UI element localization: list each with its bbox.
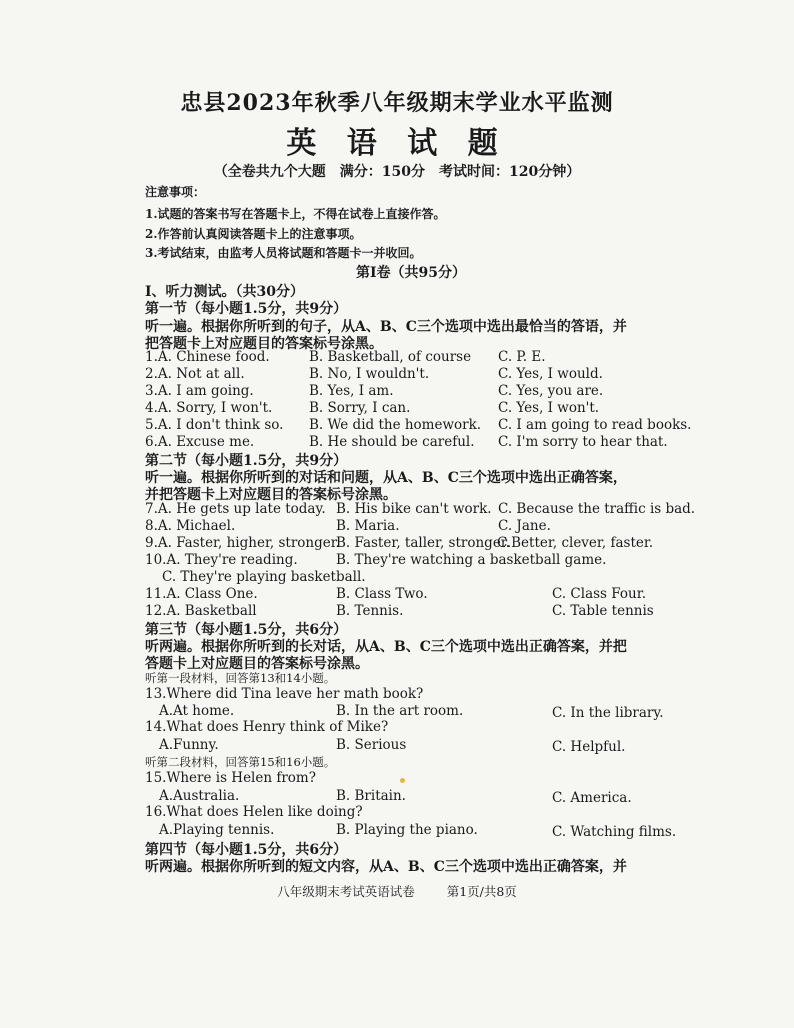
option-c: C. Watching films. <box>552 824 677 840</box>
note-item: 3.考试结束，由监考人员将试题和答题卡一并收回。 <box>145 246 422 260</box>
option-b: B. Class Two. <box>336 586 428 602</box>
section-instruction: 听两遍。根据你所听到的短文内容，从A、B、C三个选项中选出正确答案，并 <box>145 859 627 875</box>
question-stem: 13.Where did Tina leave her math book? <box>145 686 424 702</box>
option-a: 6.A. Excuse me. <box>145 434 255 450</box>
section-heading: 第二节（每小题1.5分，共9分） <box>145 453 348 469</box>
option-c: C. Yes, you are. <box>498 383 604 399</box>
note-item: 1.试题的答案书写在答题卡上，不得在试卷上直接作答。 <box>145 207 446 221</box>
option-a: A.Playing tennis. <box>159 822 275 838</box>
option-c: C.Better, clever, faster. <box>497 535 654 551</box>
option-b: B. Maria. <box>336 518 400 534</box>
option-c: C. In the library. <box>552 705 664 721</box>
option-b: B. No, I wouldn't. <box>309 366 430 382</box>
option-c: C. Class Four. <box>552 586 646 602</box>
footer-exam-name: 八年级期末考试英语试卷 <box>277 884 415 899</box>
option-b: B. They're watching a basketball game. <box>336 552 607 568</box>
option-a: A.Australia. <box>159 788 240 804</box>
material-note: 听第二段材料，回答第15和16小题。 <box>145 755 336 769</box>
section-heading: 第三节（每小题1.5分，共6分） <box>145 622 348 638</box>
notes-heading: 注意事项： <box>145 185 206 199</box>
option-b: B. Basketball, of course <box>309 349 472 365</box>
exam-title: 忠县2023年秋季八年级期末学业水平监测 <box>180 90 614 116</box>
option-b: B. He should be careful. <box>309 434 475 450</box>
option-c: C. Yes, I would. <box>498 366 603 382</box>
option-a: A.At home. <box>159 703 235 719</box>
page-footer <box>0 882 794 900</box>
option-a: A.Funny. <box>159 737 219 753</box>
option-b: B. Britain. <box>336 788 406 804</box>
option-b: B. Tennis. <box>336 603 404 619</box>
section-instruction: 把答题卡上对应题目的答案标号涂黑。 <box>145 336 383 352</box>
section-instruction: 听一遍。根据你所听到的对话和问题，从A、B、C三个选项中选出正确答案， <box>145 470 627 486</box>
option-c: C. America. <box>552 790 632 806</box>
option-a: 8.A. Michael. <box>145 518 236 534</box>
option-b: B. Sorry, I can. <box>309 400 411 416</box>
section-heading: 第四节（每小题1.5分，共6分） <box>145 842 348 858</box>
option-a: 10.A. They're reading. <box>145 552 298 568</box>
option-c: C. I am going to read books. <box>498 417 692 433</box>
option-a: 11.A. Class One. <box>145 586 258 602</box>
exam-meta: （全卷共九个大题 满分：150分 考试时间：120分钟） <box>213 164 581 180</box>
option-a: 5.A. I don't think so. <box>145 417 284 433</box>
option-a: 9.A. Faster, higher, stronger. <box>145 535 341 551</box>
question-stem: 16.What does Helen like doing? <box>145 804 363 820</box>
option-b: B. Playing the piano. <box>336 822 478 838</box>
section-instruction: 听两遍。根据你所听到的长对话，从A、B、C三个选项中选出正确答案，并把 <box>145 639 627 655</box>
section-instruction: 答题卡上对应题目的答案标号涂黑。 <box>145 656 369 672</box>
option-a: 4.A. Sorry, I won't. <box>145 400 273 416</box>
option-a: 3.A. I am going. <box>145 383 254 399</box>
section-instruction: 听一遍。根据你所听到的句子，从A、B、C三个选项中选出最恰当的答语，并 <box>145 319 627 335</box>
material-note: 听第一段材料，回答第13和14小题。 <box>145 671 336 685</box>
option-b: B. Serious <box>336 737 407 753</box>
option-c: C. P. E. <box>498 349 546 365</box>
exam-subject: 英 语 试 题 <box>286 126 508 161</box>
option-a: 12.A. Basketball <box>145 603 257 619</box>
question-stem: 14.What does Henry think of Mike? <box>145 719 389 735</box>
section-instruction: 并把答题卡上对应题目的答案标号涂黑。 <box>145 487 397 503</box>
option-c: C. Helpful. <box>552 739 626 755</box>
option-c: C. Because the traffic is bad. <box>498 501 696 517</box>
option-b: B. His bike can't work. <box>336 501 492 517</box>
question-stem: 15.Where is Helen from? <box>145 770 316 786</box>
option-c: C. Yes, I won't. <box>498 400 600 416</box>
option-a: 7.A. He gets up late today. <box>145 501 326 517</box>
option-b: B. In the art room. <box>336 703 464 719</box>
option-c: C. Table tennis <box>552 603 654 619</box>
option-a: 2.A. Not at all. <box>145 366 245 382</box>
option-b: B. Faster, taller, stronger. <box>336 535 511 551</box>
section-heading: 第一节（每小题1.5分，共9分） <box>145 301 348 317</box>
option-b: B. Yes, I am. <box>309 383 394 399</box>
note-item: 2.作答前认真阅读答题卡上的注意事项。 <box>145 227 362 241</box>
option-b: B. We did the homework. <box>309 417 482 433</box>
option-a: 1.A. Chinese food. <box>145 349 270 365</box>
option-c: C. They're playing basketball. <box>162 569 366 585</box>
ink-speck <box>400 778 405 783</box>
part-heading: I、听力测试。（共30分） <box>145 284 305 300</box>
option-c: C. I'm sorry to hear that. <box>498 434 668 450</box>
option-c: C. Jane. <box>498 518 551 534</box>
footer-page-number: 第1页/共8页 <box>446 884 517 899</box>
volume-heading: 第I卷（共95分） <box>356 265 467 281</box>
